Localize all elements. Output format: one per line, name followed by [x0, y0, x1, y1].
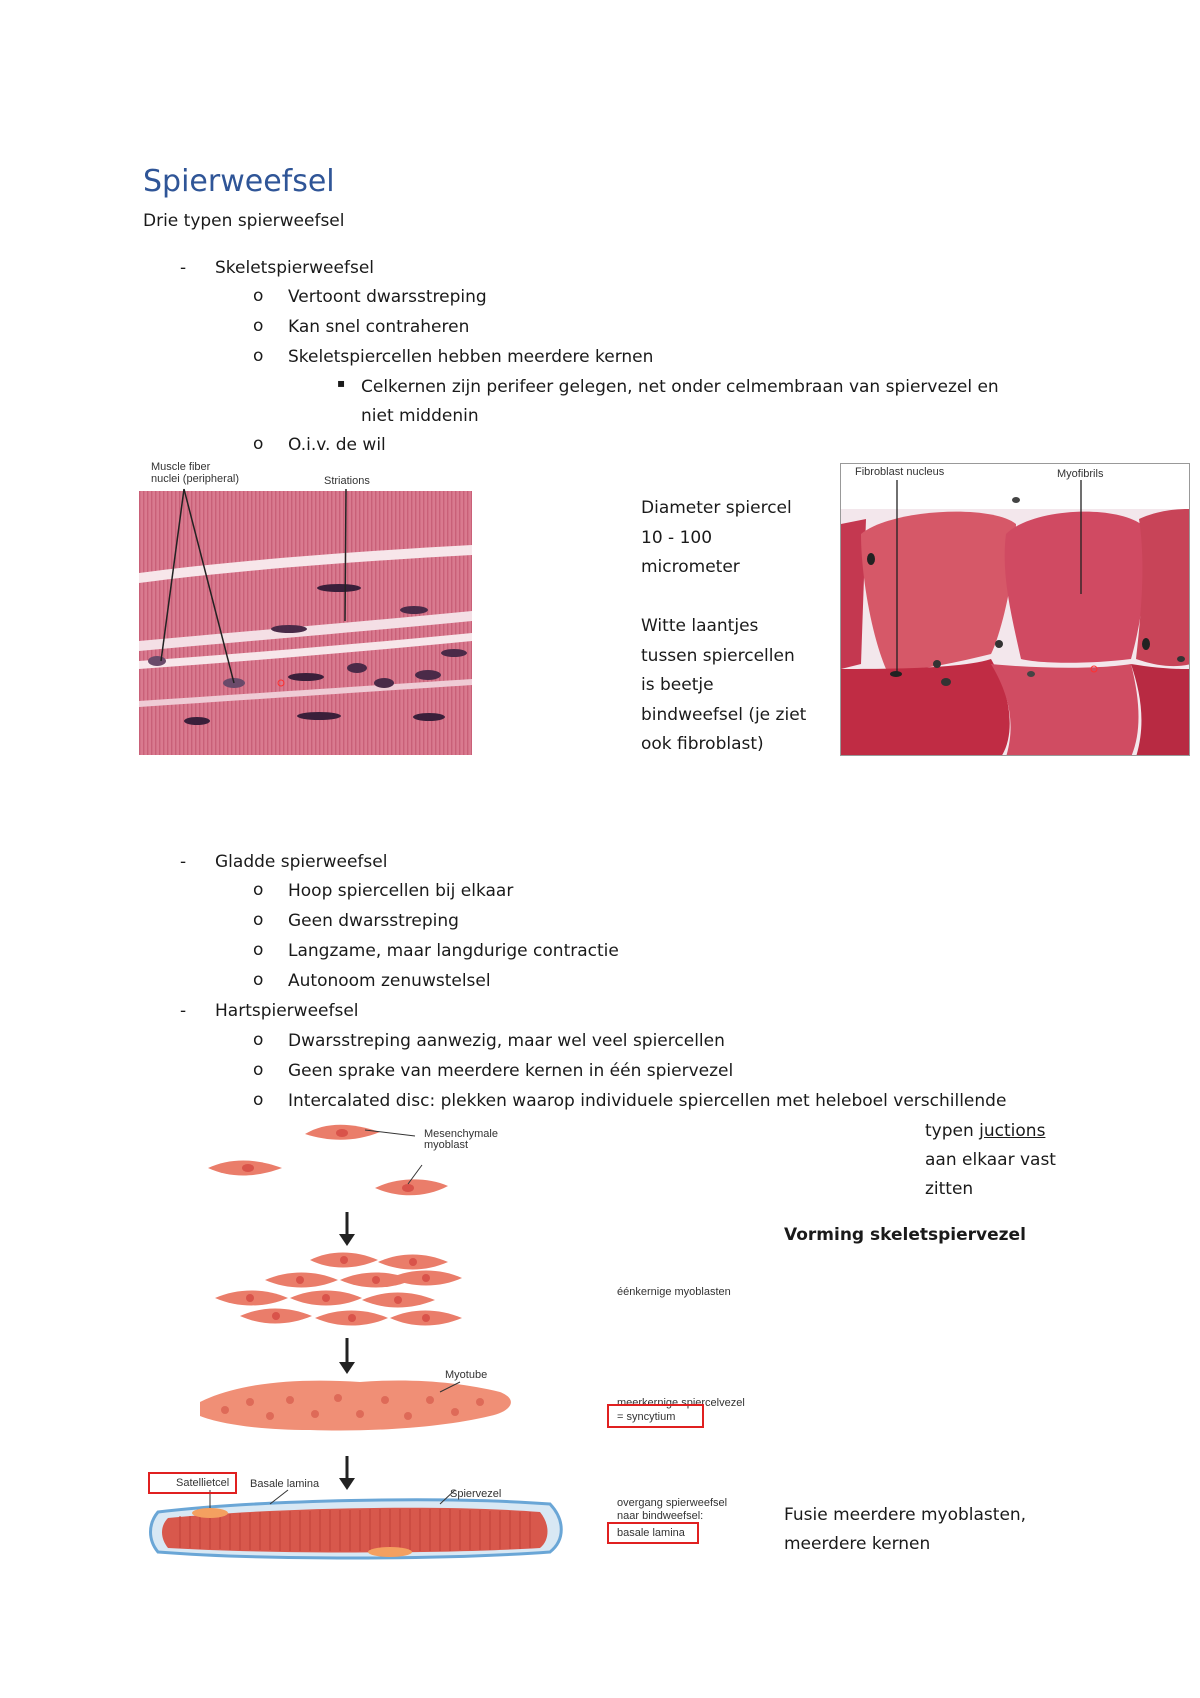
- overgang-label: overgang spierweefsel: [617, 1497, 728, 1509]
- striations-label: Striations: [324, 475, 370, 487]
- skelet-subitem-cont: niet middenin: [361, 406, 479, 426]
- circle-bullet: o: [253, 880, 264, 900]
- skelet-item: Skeletspiercellen hebben meerdere kernen: [288, 347, 654, 367]
- side-note-line: Witte laantjes: [641, 616, 759, 636]
- side-note-line: tussen spiercellen: [641, 645, 795, 666]
- glad-item: Langzame, maar langdurige contractie: [288, 941, 619, 961]
- circle-bullet: o: [253, 316, 264, 336]
- skeletal-fiber-formation-diagram: [140, 1120, 770, 1570]
- side-note-line: [641, 583, 806, 613]
- myotube-label: Myotube: [445, 1369, 488, 1381]
- circle-bullet: o: [253, 1030, 264, 1050]
- side-note: [641, 494, 806, 760]
- muscle-fiber-label: Muscle fiber: [151, 461, 211, 473]
- syncytium-label: = syncytium: [617, 1411, 676, 1423]
- circle-bullet: o: [253, 970, 264, 990]
- skelet-subitem: Celkernen zijn perifeer gelegen, net onder celmembraan van spiervezel en: [361, 377, 999, 397]
- basale-lamina-highlight-label: basale lamina: [617, 1527, 685, 1539]
- basale-lamina-label: Basale lamina: [250, 1478, 320, 1490]
- glad-item: Autonoom zenuwstelsel: [288, 971, 491, 991]
- dash-bullet: -: [180, 852, 187, 872]
- fusie-text: meerdere kernen: [784, 1534, 931, 1554]
- side-note-line: bindweefsel (je ziet: [641, 704, 807, 725]
- side-note-line: micrometer: [641, 557, 740, 577]
- hart-item-cont: zitten: [925, 1179, 974, 1199]
- circle-bullet: o: [253, 940, 264, 960]
- mesenchymale-label: Mesenchymale: [424, 1128, 498, 1140]
- page-title: Spierweefsel: [143, 164, 335, 199]
- dash-bullet: -: [180, 258, 187, 278]
- circle-bullet: o: [253, 346, 264, 366]
- hart-cont-text: typen: [925, 1121, 980, 1141]
- fibroblast-nucleus-label: Fibroblast nucleus: [855, 466, 945, 478]
- satellietcel-label: Satellietcel: [176, 1477, 230, 1489]
- glad-heading: Gladde spierweefsel: [215, 852, 388, 872]
- bindweefsel-label: naar bindweefsel:: [617, 1510, 704, 1522]
- myoblast-label: myoblast: [424, 1139, 469, 1151]
- side-note-line: ook fibroblast): [641, 734, 764, 754]
- skelet-item: Kan snel contraheren: [288, 317, 470, 337]
- side-note-line: 10 - 100: [641, 527, 713, 548]
- meerkernige-label: meerkernige spiercelvezel: [617, 1397, 745, 1409]
- hart-item: Intercalated disc: plekken waarop individuele spiercellen met heleboel verschillende: [288, 1091, 1007, 1111]
- skelet-item: O.i.v. de wil: [288, 435, 386, 455]
- square-bullet: ▪: [337, 376, 346, 390]
- hart-item: Geen sprake van meerdere kernen in één spiervezel: [288, 1061, 734, 1081]
- circle-bullet: o: [253, 1090, 264, 1110]
- glad-item: Geen dwarsstreping: [288, 911, 459, 931]
- hart-heading: Hartspierweefsel: [215, 1001, 359, 1021]
- juctions-underlined: juctions: [979, 1121, 1046, 1141]
- circle-bullet: o: [253, 286, 264, 306]
- side-note-line: is beetje: [641, 675, 714, 695]
- basale-lamina-highlight-box: [607, 1522, 699, 1544]
- skelet-heading: Skeletspierweefsel: [215, 258, 375, 278]
- eenkernige-label: éénkernige myoblasten: [617, 1286, 731, 1298]
- myofibrils-label: Myofibrils: [1057, 468, 1104, 480]
- glad-item: Hoop spiercellen bij elkaar: [288, 881, 514, 901]
- spiervezel-label: Spiervezel: [450, 1488, 502, 1500]
- skeletal-muscle-longitudinal-image: [139, 461, 472, 755]
- fusie-text: Fusie meerdere myoblasten,: [784, 1505, 1027, 1525]
- intro-text: Drie typen spierweefsel: [143, 211, 345, 231]
- satellietcel-highlight-box: [148, 1472, 237, 1494]
- skelet-item: Vertoont dwarsstreping: [288, 287, 487, 307]
- circle-bullet: o: [253, 1060, 264, 1080]
- hart-item: Dwarsstreping aanwezig, maar wel veel spiercellen: [288, 1031, 725, 1051]
- nuclei-peripheral-label: nuclei (peripheral): [151, 473, 240, 485]
- hart-item-cont: aan elkaar vast: [925, 1150, 1056, 1170]
- side-note-line: Diameter spiercel: [641, 498, 792, 518]
- skeletal-muscle-cross-section-image: [840, 463, 1190, 756]
- syncytium-highlight-box: [607, 1404, 704, 1428]
- muscle-tissue-drawing: [139, 461, 472, 755]
- circle-bullet: o: [253, 434, 264, 454]
- cross-section-drawing: [841, 464, 1190, 756]
- circle-bullet: o: [253, 910, 264, 930]
- dash-bullet: -: [180, 1001, 187, 1021]
- hart-item-cont: [925, 1120, 1045, 1142]
- vorming-heading: Vorming skeletspiervezel: [784, 1225, 1026, 1245]
